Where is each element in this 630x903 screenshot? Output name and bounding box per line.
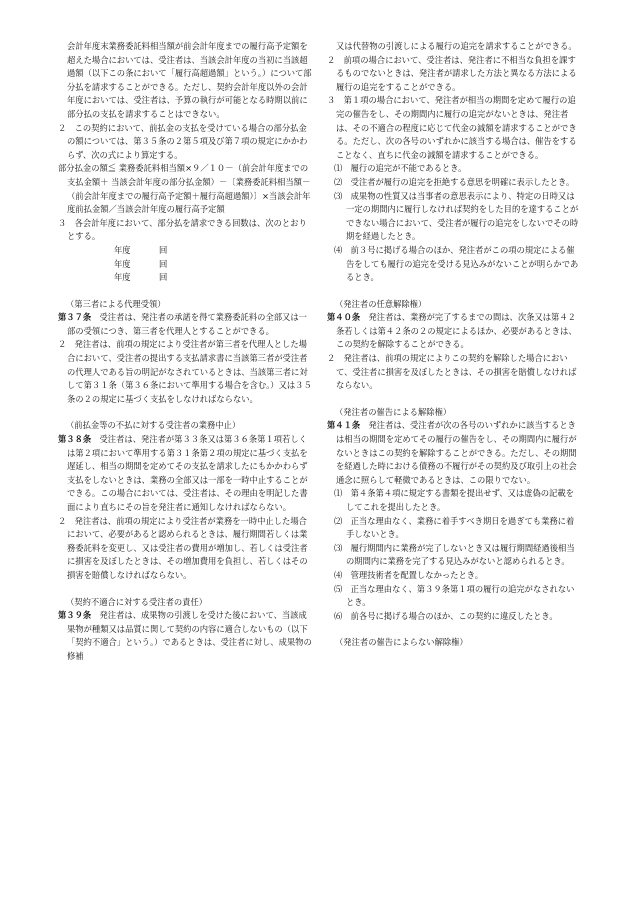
paragraph-2: ２ この契約において、前払金の支払を受けている場合の部分払金の額については、第３５条の２第５項及び第７項の規定にかかわらず、次の式により算定する。 [58,122,308,160]
article-number: 第３７条 [58,312,92,323]
schedule-row [58,271,313,285]
schedule-year: 年度 [114,258,131,269]
schedule-count: 回 [159,272,168,283]
article-38-paragraph-2: ２ 発注者は、前項の規定により受注者が業務を一時中止した場合において、必要があると認められるときは、履行期間若しくは業務委託料を変更し、又は受注者の費用が増加し、若しくは受注者に損害を及ぼしたときは、その増加費用を負担し、若しくはその損害を賠償しなければならない。 [58,515,308,580]
article-number: 第４０条 [327,312,361,323]
article-number: 第３８条 [58,434,92,445]
list-item: ⑶ 成果物の性質又は当事者の意思表示により、特定の日時又は一定の期間内に履行しなければ契約をした目的を達することができない場合において、受注者が履行の追完をしないでその時期を経過したとき。 [334,190,579,242]
schedule-row [58,244,313,258]
article-text: 受注者は、発注者が第３３条又は第３６条第１項若しくは第２項において準用する第３１条第２項の規定に基づく支払を遅延し、相当の期間を定めてその支払を請求したにもかかわらず支払をしないときは、業務の全部又は一部を一時中止することができる。この場合においては、受注者は、その理由を明記した書面により直ちにその旨を発注者に通知しなければならない。 [67,434,308,512]
heading-article-42: （発注者の催告によらない解除権） [335,637,468,648]
heading-article-40: （発注者の任意解除権） [335,298,427,309]
article-41 [327,419,582,487]
list-item: ⑷ 管理技術者を配置しなかったとき。 [334,569,484,580]
paragraph-3: ３ 各会計年度において、部分払を請求できる回数は、次のとおりとする。 [58,217,307,242]
payment-schedule [58,244,313,285]
article-37 [58,311,313,338]
article-38 [58,433,313,515]
partial-payment-formula: 部分払金の額≦ 業務委託料相当額×９／１０－（前会計年度までの支払金額＋ 当該会計年度の部分払金額）－〔業務委託料相当額－（前会計年度までの履行高予定額＋履行高超過額）〕×当該会計年度前払金額／当該会計年度の履行高予定額 [58,163,311,215]
schedule-row [58,258,313,272]
article-40-paragraph-2: ２ 発注者は、前項の規定によりこの契約を解除した場合において、受注者に損害を及ぼしたときは、その損害を賠償しなければならない。 [327,353,577,391]
schedule-year: 年度 [114,272,131,283]
article-text: 発注者は、業務が完了するまでの間は、次条又は第４２条若しくは第４２条の２の規定によるほか、必要があるときは、この契約を解除することができる。 [336,312,577,350]
list-item: ⑴ 第４条第４項に規定する書類を提出せず、又は虚偽の記載をしてこれを提出したとき。 [334,488,574,512]
schedule-count: 回 [159,244,168,255]
list-item: ⑴ 履行の追完が不能であるとき。 [334,163,467,174]
heading-article-38: （前払金等の不払に対する受注者の業務中止） [66,420,241,431]
paragraph-continued: 又は代替物の引渡しによる履行の追完を請求することができる。 [336,41,577,51]
paragraph-2: ２ 前項の場合において、受注者は、発注者に不相当な負担を課するものでないときは、発注者が請求した方法と異なる方法による履行の追完をすることができる。 [327,54,577,92]
heading-article-37: （第三者による代理受領） [66,298,166,309]
list-item: ⑵ 正当な理由なく、業務に着手すべき期日を過ぎても業務に着手しないとき。 [334,515,575,540]
heading-article-39: （契約不適合に対する受注者の責任） [66,596,208,607]
list-item: ⑶ 履行期間内に業務が完了しないとき又は履行期間経過後相当の期間内に業務を完了する見込みがないと認められるとき。 [334,542,575,567]
left-column [58,40,313,664]
heading-article-41: （発注者の催告による解除権） [335,406,452,417]
schedule-count: 回 [159,258,168,269]
article-37-paragraph-2: ２ 発注者は、前項の規定により受注者が第三者を代理人とした場合において、受注者の提出する支払請求書に当該第三者が受注者の代理人である旨の明記がなされているときは、当該第三者に対して第３１条（第３６条において準用する場合を含む。）又は３５条の２の規定に基づく支払をしなければならない。 [58,339,312,404]
paragraph-3: ３ 第１項の場合において、発注者が相当の期間を定めて履行の追完の催告をし、その期間内に履行の追完がないときは、発注者は、その不適合の程度に応じて代金の減額を請求することができる。ただし、次の各号のいずれかに該当する場合は、催告をすることなく、直ちに代金の減額を請求することができる。 [327,95,577,160]
paragraph-continued: 会計年度末業務委託料相当額が前会計年度までの履行高予定額を超えた場合においては、受注者は、当該会計年度の当初に当該超過額（以下この条において「履行高超過額」という。）について部分払を請求することができる。ただし、契約会計年度以外の会計年度においては、受注者は、予算の執行が可能となる時期以前に部分払の支払を請求することはできない。 [67,41,312,119]
article-text: 受注者は、発注者の承諾を得て業務委託料の全部又は一部の受領につき、第三者を代理人とすることができる。 [67,312,307,336]
article-39 [58,609,313,663]
article-number: 第３９条 [58,610,92,621]
list-item: ⑸ 正当な理由なく、第３９条第１項の履行の追完がなされないとき。 [334,583,575,608]
right-column [327,40,582,650]
list-item: ⑷ 前３号に掲げる場合のほか、発注者がこの項の規定による催告をしても履行の追完を受ける見込みがないことが明らかであるとき。 [334,244,579,283]
list-item: ⑹ 前各号に掲げる場合のほか、この契約に違反したとき。 [334,610,558,621]
schedule-year: 年度 [114,244,131,255]
article-text: 発注者は、成果物の引渡しを受けた後において、当該成果物が種類又は品質に関して契約の内容に適合しないもの（以下「契約不適合」という。）であるときは、受注者に対し、成果物の修補 [67,610,312,661]
list-item: ⑵ 受注者が履行の追完を拒絶する意思を明確に表示したとき。 [334,176,575,187]
article-number: 第４１条 [327,420,361,431]
article-text: 発注者は、受注者が次の各号のいずれかに該当するときは相当の期間を定めてその履行の催告をし、その期間内に履行がないときはこの契約を解除することができる。ただし、その期間を経過した時における債務の不履行がその契約及び取引上の社会通念に照らして軽微であるときは、この限りでない。 [336,420,577,485]
article-40 [327,311,582,352]
